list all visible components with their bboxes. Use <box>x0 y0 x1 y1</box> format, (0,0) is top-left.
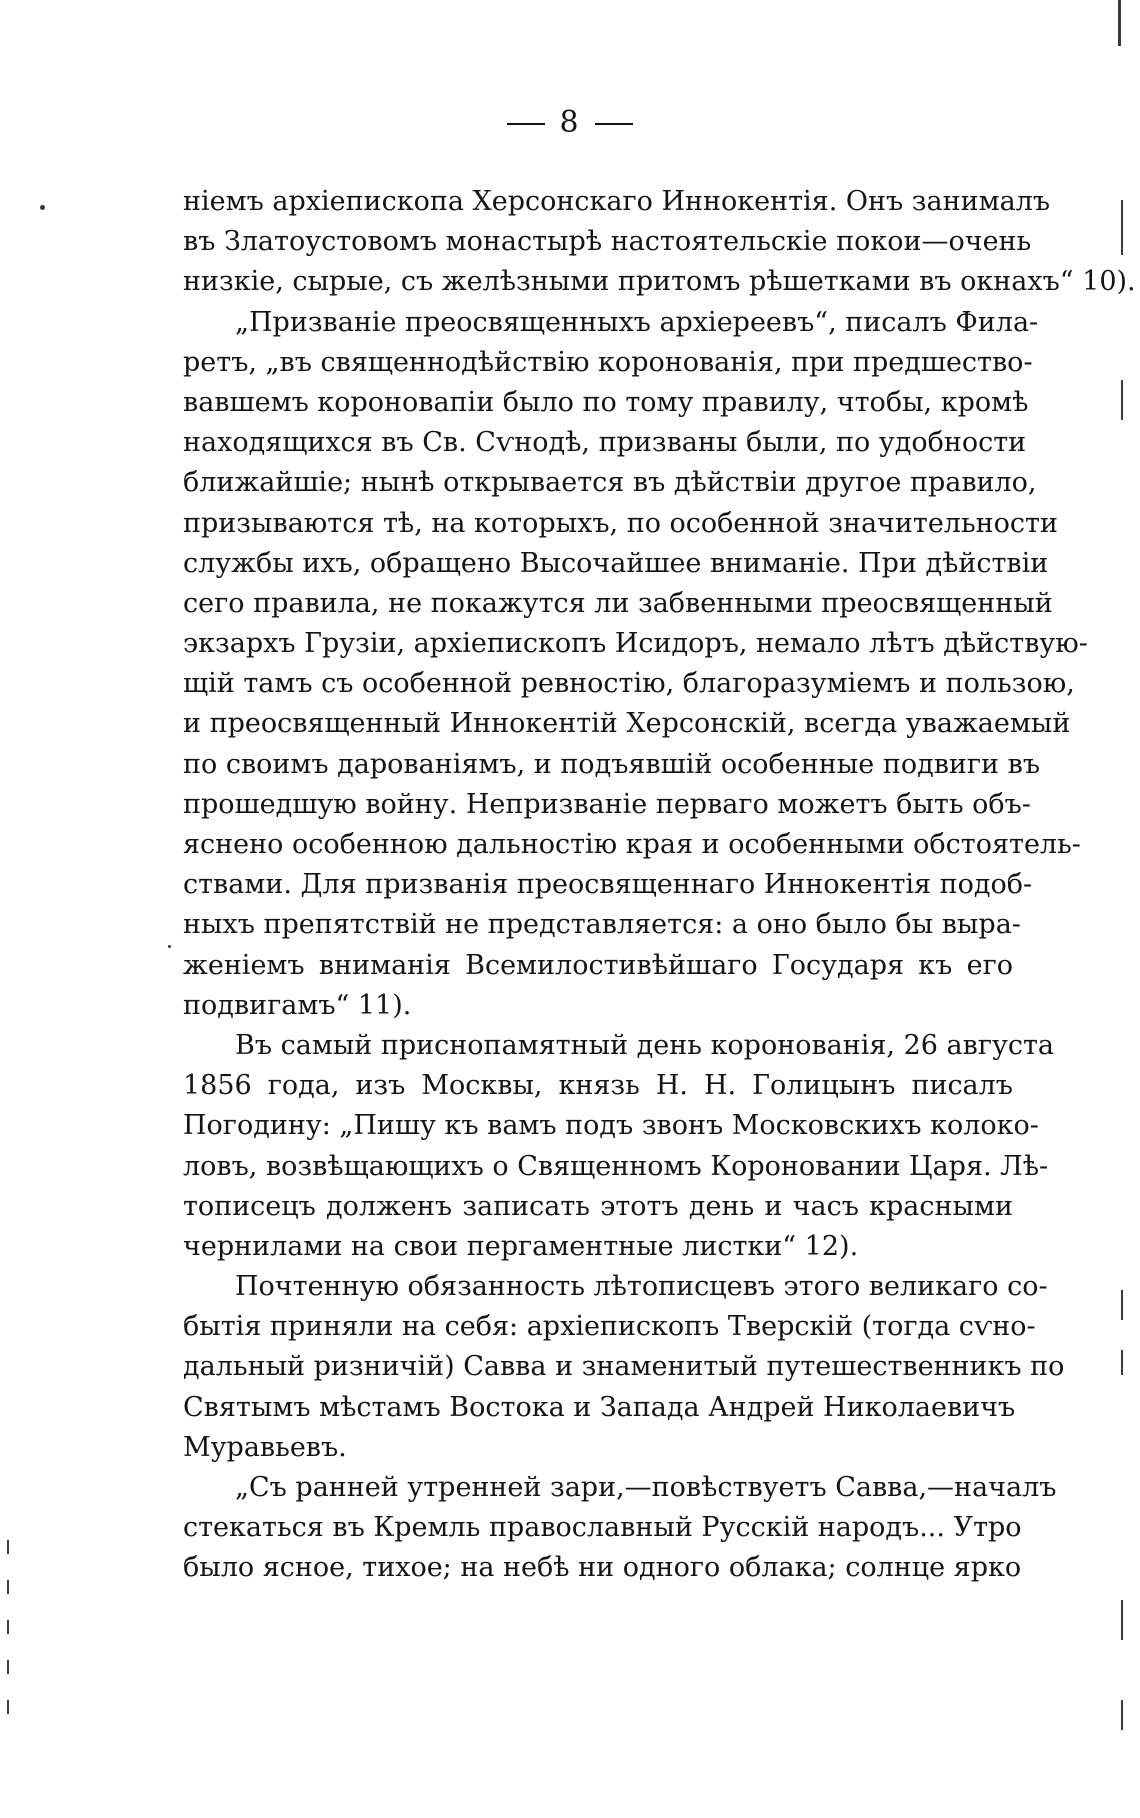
scan-mark <box>7 1540 9 1554</box>
paragraph-4 <box>183 1267 1065 1468</box>
scan-mark <box>7 1700 9 1714</box>
text-line: прошедшую войну. Непризваніе перваго можетъ быть объ- <box>183 788 1031 820</box>
scan-mark <box>7 1660 9 1674</box>
text-line: женіемъ вниманія Всемилостивѣйшаго Государя къ его <box>183 949 1013 981</box>
page-number-dash-left <box>507 123 545 125</box>
scan-mark <box>1121 1350 1123 1375</box>
text-line: 1856 года, изъ Москвы, князь Н. Н. Голицынъ писалъ <box>183 1070 1013 1102</box>
page-number-value: 8 <box>559 105 581 140</box>
scan-mark <box>1121 200 1123 255</box>
text-line: Погодину: „Пишу къ вамъ подъ звонъ Московскихъ колоко- <box>183 1110 1039 1142</box>
page-number-dash-right <box>595 123 633 125</box>
page-number <box>0 105 1140 140</box>
text-line: и преосвященный Иннокентій Херсонскій, всегда уважаемый <box>183 708 1071 740</box>
text-line: ближайшіе; нынѣ открывается въ дѣйствіи другое правило, <box>183 467 1037 499</box>
paragraph-5 <box>183 1468 1057 1589</box>
text-line: по своимъ дарованіямъ, и подъявшій особенные подвиги въ <box>183 748 1040 780</box>
text-line: подвигамъ“ 11). <box>183 989 412 1021</box>
text-line: яснено особенною дальностію края и особенными обстоятель- <box>183 829 1081 860</box>
scan-mark <box>1121 1290 1123 1320</box>
text-line: тописецъ долженъ записать этотъ день и часъ красными <box>183 1190 1013 1222</box>
text-line: было ясное, тихое; на небѣ ни одного облака; солнце ярко <box>183 1552 1022 1584</box>
paragraph-3 <box>183 1026 1055 1267</box>
paragraph-2 <box>183 303 1088 1026</box>
scan-mark <box>7 1620 9 1634</box>
text-line: службы ихъ, обращено Высочайшее вниманіе. При дѣйствіи <box>183 547 1049 579</box>
text-line: чернилами на свои пергаментные листки“ 12). <box>183 1230 859 1262</box>
text-line: Въ самый приснопамятный день коронованія, 26 августа <box>235 1029 1055 1061</box>
text-line: дальный ризничій) Савва и знаменитый путешественникъ по <box>183 1351 1065 1383</box>
scan-mark <box>7 1580 9 1594</box>
text-line: ніемъ архіепископа Херсонскаго Иннокентія. Онъ занималъ <box>183 186 1050 217</box>
text-line: вавшемъ короновапіи было по тому правилу, чтобы, кромѣ <box>183 386 1029 418</box>
text-line: Муравьевъ. <box>183 1431 347 1463</box>
text-line: призываются тѣ, на которыхъ, по особенной значительности <box>183 507 1058 539</box>
scan-mark <box>168 945 171 948</box>
scan-mark <box>40 205 45 210</box>
text-line: стекаться въ Кремль православный Русскій народъ... Утро <box>183 1512 1022 1544</box>
text-line: „Призваніе преосвященныхъ архіереевъ“, писалъ Фила- <box>235 306 1039 338</box>
text-line: низкіе, сырые, съ желѣзными притомъ рѣшетками въ окнахъ“ 10). <box>183 266 1136 298</box>
text-line: Почтенную обязанность лѣтописцевъ этого великаго со- <box>235 1271 1048 1303</box>
scan-mark <box>1118 0 1121 46</box>
text-line: находящихся въ Св. Сѵнодѣ, призваны были, по удобности <box>183 427 1027 459</box>
text-line: въ Златоустовомъ монастырѣ настоятельскіе покои—очень <box>183 226 1032 258</box>
text-line: ствами. Для призванія преосвященнаго Иннокентія подоб- <box>183 869 1033 901</box>
text-line: ретъ, „въ священнодѣйствію коронованія, при предшество- <box>183 346 1033 378</box>
text-line: бытія приняли на себя: архіепископъ Тверскій (тогда сѵно- <box>183 1311 1036 1343</box>
text-line: сего правила, не покажутся ли забвенными преосвященный <box>183 587 1053 619</box>
scan-mark <box>1121 1700 1123 1730</box>
text-line: ныхъ препятствій не представляется: а оно было бы выра- <box>183 909 1021 941</box>
scan-mark <box>1121 1600 1123 1640</box>
scan-mark <box>1121 380 1123 420</box>
body-text <box>183 182 1136 1589</box>
text-line: „Съ ранней утренней зари,—повѣствуетъ Савва,—началъ <box>235 1472 1057 1503</box>
text-line: Святымъ мѣстамъ Востока и Запада Андрей Николаевичъ <box>183 1391 1016 1423</box>
text-line: ловъ, возвѣщающихъ о Священномъ Короновании Царя. Лѣ- <box>183 1150 1049 1182</box>
paragraph-1 <box>183 182 1136 303</box>
text-line: экзархъ Грузіи, архіепископъ Исидоръ, немало лѣтъ дѣйствую- <box>183 628 1088 660</box>
text-line: щій тамъ съ особенной ревностію, благоразуміемъ и пользою, <box>183 668 1075 700</box>
